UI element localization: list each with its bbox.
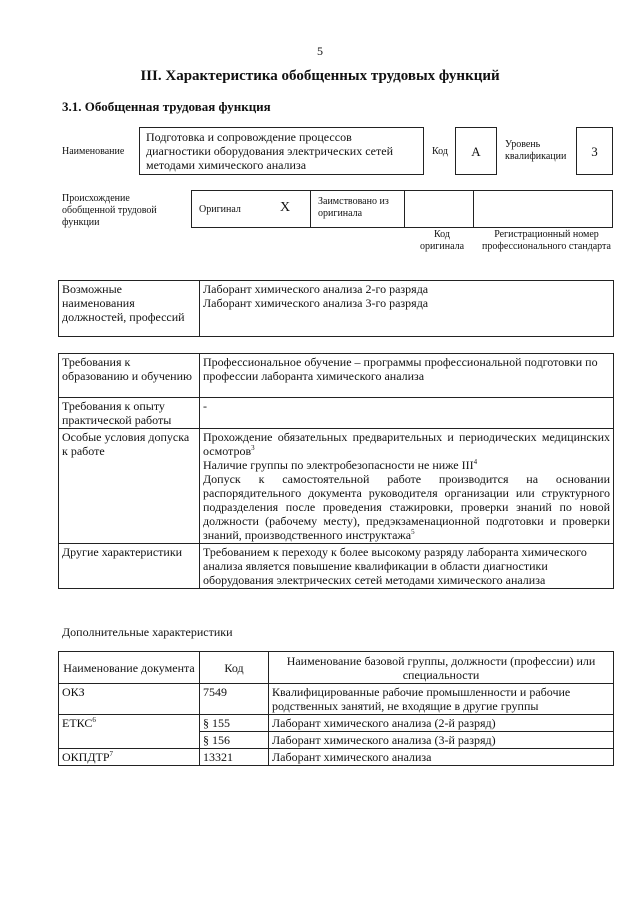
education-label: Требования к образованию и обучению: [59, 354, 200, 398]
position-item: Лаборант химического анализа 2-го разряда: [203, 282, 429, 296]
name-label: Наименование: [62, 146, 125, 157]
original-mark: X: [280, 200, 291, 215]
table-row: ОКПДТР$^7$ 13321 Лаборант химического анализа: [59, 749, 614, 766]
col-name-header: Наименование базовой группы, должности (профессии) или специальности: [269, 652, 614, 684]
reg-caption: Регистрационный номер профессионального стандарта: [482, 229, 611, 252]
origin-divider: [310, 190, 311, 228]
col-code-header: Код: [200, 652, 269, 684]
level-value: 3: [576, 127, 613, 175]
origin-divider: [404, 190, 405, 228]
requirements-table: [58, 353, 614, 589]
subsection-title: 3.1. Обобщенная трудовая функция: [62, 99, 271, 114]
table-row: ОКЗ 7549 Квалифицированные рабочие промышленности и рабочие родственных занятий, не входящие в другие группы: [59, 684, 614, 715]
experience-value: -: [200, 398, 614, 429]
original-label: Оригинал: [199, 204, 241, 215]
special-item: Прохождение обязательных предварительных и периодических медицинских осмотров$^3$: [203, 430, 610, 458]
footnote-ref: 5: [411, 528, 415, 536]
additional-title: Дополнительные характеристики: [62, 625, 233, 639]
origin-label: Происхождение обобщенной трудовой функции: [62, 193, 157, 228]
position-item: Лаборант химического анализа 3-го разряда: [203, 296, 429, 310]
name-value: Подготовка и сопровождение процессов диагностики оборудования электрических сетей методами химического анализа: [139, 127, 424, 175]
special-value: [200, 429, 614, 544]
origin-box: [191, 190, 613, 228]
col-doc-header: Наименование документа: [59, 652, 200, 684]
positions-values: [200, 281, 614, 337]
footnote-ref: 4: [473, 458, 478, 466]
level-label: Уровень квалификации: [505, 139, 567, 162]
positions-label: Возможные наименования должностей, профессий: [59, 281, 200, 337]
special-item: Наличие группы по электробезопасности не ниже III$^4$: [203, 458, 478, 472]
other-label: Другие характеристики: [59, 544, 200, 589]
code-caption: Код оригинала: [419, 229, 465, 252]
table-row: ЕТКС$^6$ § 155 Лаборант химического анализа (2-й разряд): [59, 715, 614, 732]
positions-table: [58, 280, 614, 337]
section-title: III. Характеристика обобщенных трудовых функций: [140, 68, 500, 84]
page-number: 5: [317, 44, 323, 58]
other-value: Требованием к переходу к более высокому разряду лаборанта химического анализа является повышение квалификации в области диагностики оборудования электрических сетей методами химического анализа: [200, 544, 614, 589]
special-label: Особые условия допуска к работе: [59, 429, 200, 544]
table-row: § 156 Лаборант химического анализа (3-й разряд): [59, 732, 614, 749]
borrowed-label: Заимствовано из оригинала: [318, 196, 389, 219]
special-item: Допуск к самостоятельной работе производится на основании распорядительного документа руководителя организации или структурного подразделения после проведения стажировки, проверки знаний по новой должности (рабочему месту), предэкзаменационной подготовки и проверки знаний, производственного инструктажа$^5$: [203, 472, 610, 542]
additional-table: [58, 651, 614, 766]
education-value: Профессиональное обучение – программы профессиональной подготовки по профессии лаборанта химического анализа: [200, 354, 614, 398]
experience-label: Требования к опыту практической работы: [59, 398, 200, 429]
code-value: А: [455, 127, 497, 175]
origin-divider: [473, 190, 474, 228]
footnote-ref: 3: [251, 444, 255, 452]
code-label: Код: [432, 146, 448, 157]
